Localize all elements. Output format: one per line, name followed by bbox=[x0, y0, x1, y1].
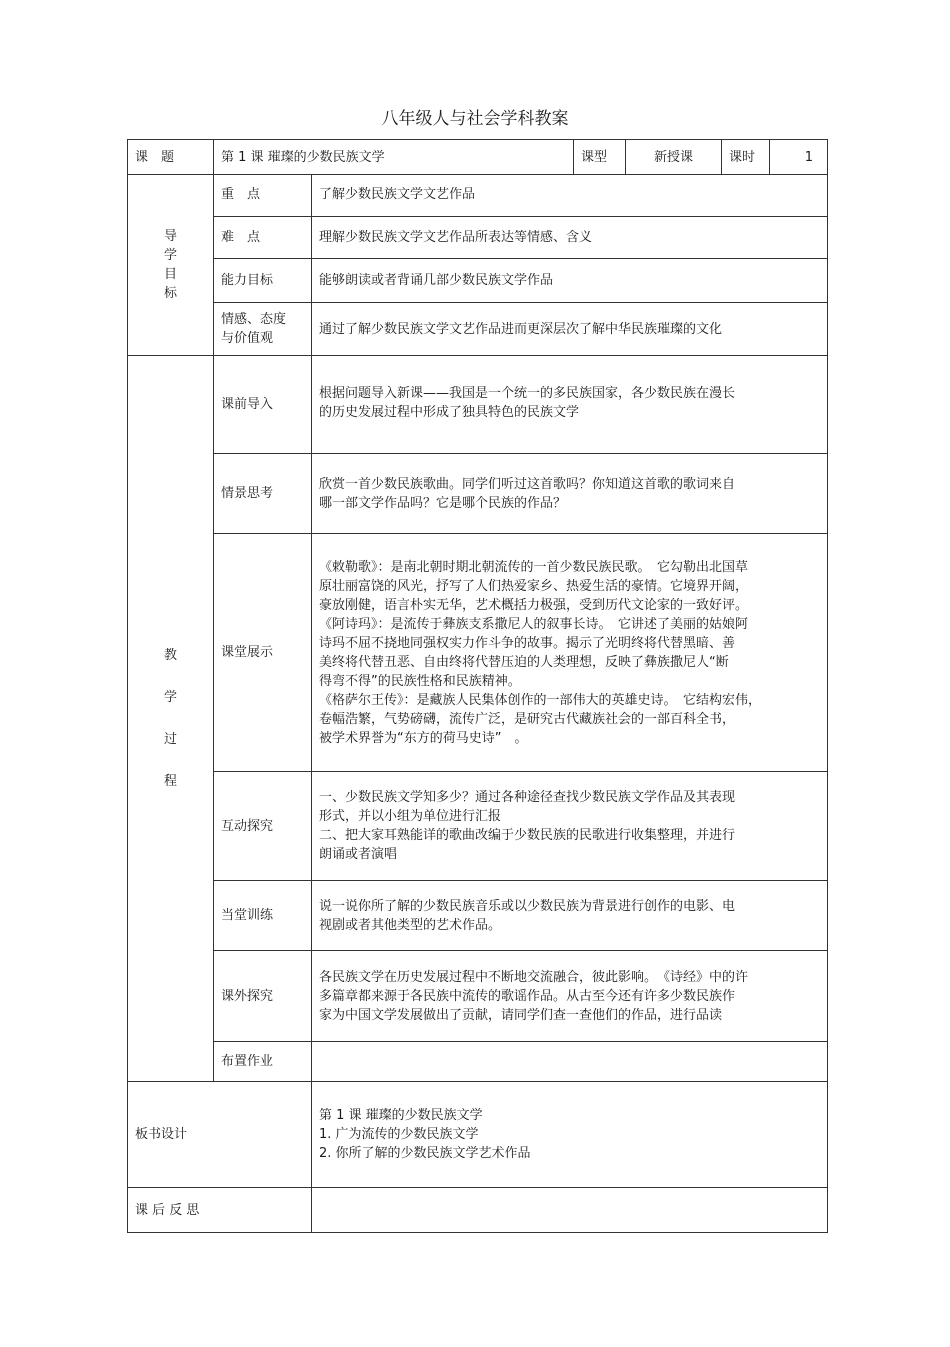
guide-value: 通过了解少数民族文学文艺作品进而更深层次了解中华民族璀璨的文化 bbox=[312, 303, 828, 356]
process-content: 欣赏一首少数民族歌曲。同学们听过这首歌吗？你知道这首歌的歌词来自 哪一部文学作品吗？它是哪个民族的作品？ bbox=[312, 454, 828, 534]
process-label: 课前导入 bbox=[214, 356, 312, 454]
process-content: 根据问题导入新课——我国是一个统一的多民族国家，各少数民族在漫长 的历史发展过程中形成了独具特色的民族文学 bbox=[312, 356, 828, 454]
process-content: 一、少数民族文学知多少？通过各种途径查找少数民族文学作品及其表现 形式，并以小组为单位进行汇报 二、把大家耳熟能详的歌曲改编于少数民族的民歌进行收集整理，并进行 朗诵或者演唱 bbox=[312, 772, 828, 881]
process-row-scenario bbox=[128, 454, 828, 534]
type-value: 新授课 bbox=[626, 140, 722, 175]
guide-section-label: 导 学 目 标 bbox=[128, 175, 214, 356]
reflection-content bbox=[312, 1188, 828, 1233]
guide-label: 重 点 bbox=[214, 175, 312, 217]
process-label: 布置作业 bbox=[214, 1042, 312, 1082]
lesson-label: 课 题 bbox=[128, 140, 214, 175]
process-row-homework bbox=[128, 1042, 828, 1082]
reflection-label: 课 后 反 思 bbox=[128, 1188, 312, 1233]
homework-content bbox=[312, 1042, 828, 1082]
lesson-value: 第 1 课 璀璨的少数民族文学 bbox=[214, 140, 574, 175]
document-title: 八年级人与社会学科教案 bbox=[381, 109, 569, 129]
board-row bbox=[128, 1082, 828, 1188]
process-row-extension bbox=[128, 951, 828, 1042]
guide-value: 了解少数民族文学文艺作品 bbox=[312, 175, 828, 217]
process-content: 各民族文学在历史发展过程中不断地交流融合，彼此影响。 《诗经》中的许 多篇章都来源于各民族中流传的歌谣作品。从古至今还有许多少数民族作 家为中国文学发展做出了贡献，请同学们查一查他们的作品，进行品读 bbox=[312, 951, 828, 1042]
process-label: 课外探究 bbox=[214, 951, 312, 1042]
guide-value: 能够朗读或者背诵几部少数民族文学作品 bbox=[312, 259, 828, 303]
process-row-interactive bbox=[128, 772, 828, 881]
guide-value: 理解少数民族文学文艺作品所表达等情感、含义 bbox=[312, 217, 828, 259]
process-section-label: 教 学 过 程 bbox=[128, 356, 214, 1082]
process-content: 说一说你所了解的少数民族音乐或以少数民族为背景进行创作的电影、电 视剧或者其他类型的艺术作品。 bbox=[312, 881, 828, 951]
header-row bbox=[128, 140, 828, 175]
guide-label: 能力目标 bbox=[214, 259, 312, 303]
type-label: 课型 bbox=[574, 140, 626, 175]
process-row-showcase bbox=[128, 534, 828, 772]
guide-label: 情感、态度 与价值观 bbox=[214, 303, 312, 356]
process-label: 课堂展示 bbox=[214, 534, 312, 772]
hours-value: 1 bbox=[770, 140, 828, 175]
board-label: 板书设计 bbox=[128, 1082, 312, 1188]
guide-row-ability bbox=[128, 259, 828, 303]
guide-row-difficulty bbox=[128, 217, 828, 259]
guide-row-attitude bbox=[128, 303, 828, 356]
reflection-row bbox=[128, 1188, 828, 1233]
process-label: 情景思考 bbox=[214, 454, 312, 534]
process-row-intro bbox=[128, 356, 828, 454]
guide-row-key-point bbox=[128, 175, 828, 217]
board-content: 第 1 课 璀璨的少数民族文学 1. 广为流传的少数民族文学 2. 你所了解的少数民族文学艺术作品 bbox=[312, 1082, 828, 1188]
guide-label: 难 点 bbox=[214, 217, 312, 259]
lesson-plan-table bbox=[127, 139, 828, 1233]
process-label: 互动探究 bbox=[214, 772, 312, 881]
hours-label: 课时 bbox=[722, 140, 770, 175]
process-label: 当堂训练 bbox=[214, 881, 312, 951]
process-content: 《敕勒歌》：是南北朝时期北朝流传的一首少数民族民歌。 它勾勒出北国草 原壮丽富饶的风光，抒写了人们热爱家乡、热爱生活的豪情。它境界开阔， 豪放刚健，语言朴实无华，艺术概括力极强，受到历代文论家的一致好评。 《阿诗玛》：是流传于彝族支系撒尼人的叙事长诗。 它讲述了美丽的姑娘阿 诗玛不屈不挠地同强权实力作斗争的故事。揭示了光明终将代替黑暗、善 美终将代替丑恶、自由终将代替压迫的人类理想，反映了彝族撒尼人“断 得弯不得”的民族性格和民族精神。 《格萨尔王传》：是藏族人民集体创作的一部伟大的英雄史诗。 它结构宏伟， 卷幅浩繁，气势磅礴，流传广泛，是研究古代藏族社会的一部百科全书， 被学术界誉为“东方的荷马史诗” 。 bbox=[312, 534, 828, 772]
process-row-practice bbox=[128, 881, 828, 951]
